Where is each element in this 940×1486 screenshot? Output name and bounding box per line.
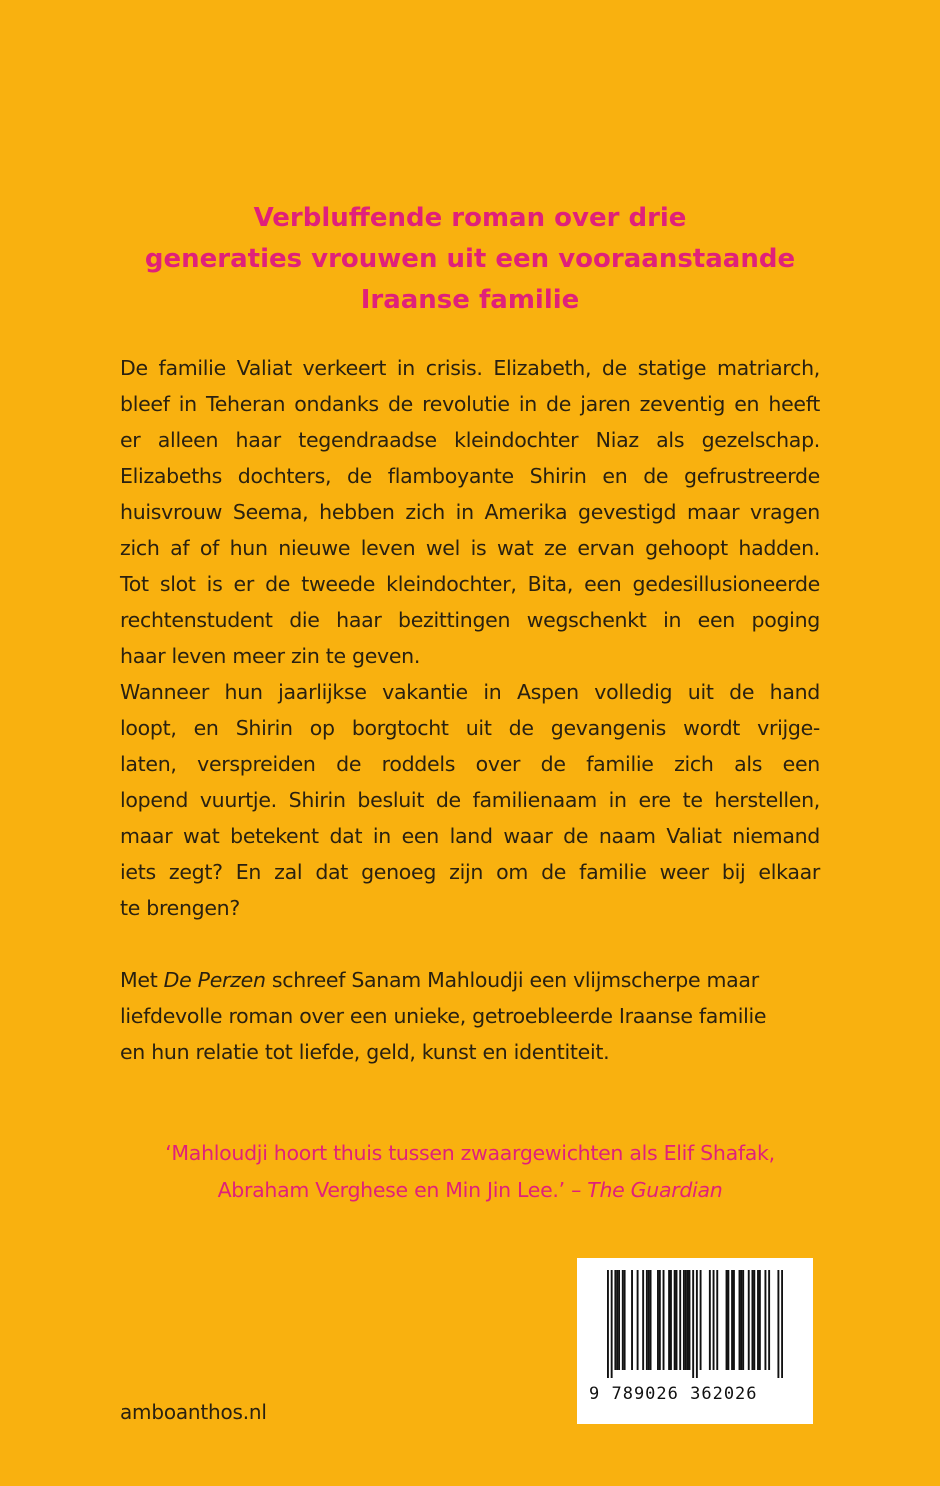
publisher-website: amboanthos.nl [120, 1400, 267, 1424]
blurb-line: De familie Valiat verkeert in crisis. Elizabeth, de statige matriarch, [120, 356, 820, 380]
quote-source: The Guardian [587, 1178, 723, 1202]
barcode-bar [768, 1270, 770, 1370]
blurb-line: zich af of hun nieuwe leven wel is wat ze ervan gehoopt hadden. [120, 536, 820, 560]
blurb-paragraph-1 [120, 350, 820, 674]
blurb-paragraph-2 [120, 674, 820, 926]
barcode-bar [650, 1270, 652, 1370]
text-run: Met [120, 968, 164, 992]
barcode-bar [727, 1270, 729, 1370]
barcode-bar [692, 1270, 694, 1378]
blurb-line: iets zegt? En zal dat genoeg zijn om de familie weer bij elkaar [120, 860, 820, 884]
barcode-bar [622, 1270, 624, 1370]
blurb-line: Elizabeths dochters, de flamboyante Shirin en de gefrustreerde [120, 464, 820, 488]
paragraph-gap [120, 926, 820, 962]
barcode-bar [668, 1270, 670, 1370]
blurb-body [120, 350, 820, 1070]
barcode-bar [679, 1270, 681, 1370]
barcode-bar [700, 1270, 702, 1370]
blurb-line: Wanneer hun jaarlijkse vakantie in Aspen volledig uit de hand [120, 680, 820, 704]
barcode-bar [742, 1270, 744, 1370]
barcode-bar [739, 1270, 741, 1370]
barcode [577, 1258, 813, 1424]
headline-line: Verbluffende roman over drie [253, 203, 687, 233]
blurb-line: laten, verspreiden de roddels over de familie zich als een [120, 752, 820, 776]
quote-text: Abraham Verghese en Min Jin Lee.’ – [217, 1178, 588, 1202]
barcode-bar [637, 1270, 639, 1370]
barcode-bar [764, 1270, 766, 1370]
barcode-bar [753, 1270, 755, 1370]
barcode-bar [670, 1270, 672, 1370]
blurb-line: loopt, en Shirin op borgtocht uit de gevangenis wordt vrijge- [120, 716, 820, 740]
press-quote [60, 1135, 880, 1209]
barcode-bar [624, 1270, 626, 1370]
barcode-bar [648, 1270, 650, 1370]
headline-line: Iraanse familie [360, 285, 580, 315]
barcode-bar [631, 1270, 633, 1370]
barcode-bar [685, 1270, 687, 1370]
barcode-bar [659, 1270, 661, 1370]
barcode-bar [781, 1270, 783, 1378]
barcode-bar [726, 1270, 728, 1370]
barcode-bar [733, 1270, 735, 1370]
headline-line: generaties vrouwen uit een vooraanstaande [144, 244, 796, 274]
blurb-line: liefdevolle roman over een unieke, getroebleerde Iraanse familie [120, 1004, 767, 1028]
barcode-bar [683, 1270, 685, 1370]
barcode-bar [618, 1270, 620, 1370]
barcode-bar [663, 1270, 665, 1370]
barcode-bar [689, 1270, 691, 1370]
book-title: De Perzen [163, 968, 266, 992]
barcode-bar [716, 1270, 718, 1370]
blurb-line: te brengen? [120, 896, 240, 920]
barcode-bar [611, 1270, 613, 1378]
blurb-line [120, 962, 820, 998]
barcode-bar [731, 1270, 733, 1370]
barcode-bar [657, 1270, 659, 1370]
barcode-bar [757, 1270, 759, 1370]
barcode-bar [752, 1270, 754, 1370]
barcode-bars [607, 1270, 783, 1378]
text-run: schreef Sanam Mahloudji een vlijmscherpe maar [265, 968, 759, 992]
barcode-bar [646, 1270, 648, 1370]
blurb-line: rechtenstudent die haar bezittingen wegschenkt in een poging [120, 608, 820, 632]
blurb-line: haar leven meer zin te geven. [120, 644, 421, 668]
blurb-line: bleef in Teheran ondanks de revolutie in de jaren zeventig en heeft [120, 392, 820, 416]
blurb-paragraph-3 [120, 962, 820, 1070]
barcode-bar [614, 1270, 616, 1370]
barcode-bar [759, 1270, 761, 1370]
blurb-line: Tot slot is er de tweede kleindochter, Bita, een gedesillusioneerde [120, 572, 820, 596]
barcode-bar [642, 1270, 644, 1370]
barcode-bar [713, 1270, 715, 1370]
back-cover-headline [60, 198, 880, 321]
barcode-bar [748, 1270, 750, 1370]
barcode-digits: 9 789026 362026 [589, 1384, 758, 1404]
barcode-bar [709, 1270, 711, 1370]
barcode-bar [740, 1270, 742, 1370]
blurb-line: er alleen haar tegendraadse kleindochter Niaz als gezelschap. [120, 428, 820, 452]
blurb-line: lopend vuurtje. Shirin besluit de familienaam in ere te herstellen, [120, 788, 820, 812]
barcode-bar [616, 1270, 618, 1370]
blurb-line: maar wat betekent dat in een land waar de naam Valiat niemand [120, 824, 820, 848]
barcode-bar [676, 1270, 678, 1370]
quote-line: ‘Mahloudji hoort thuis tussen zwaargewichten als Elif Shafak, [165, 1141, 775, 1165]
barcode-bar [607, 1270, 609, 1378]
blurb-line: huisvrouw Seema, hebben zich in Amerika gevestigd maar vragen [120, 500, 820, 524]
blurb-line: en hun relatie tot liefde, geld, kunst en identiteit. [120, 1040, 610, 1064]
barcode-bar [696, 1270, 698, 1378]
barcode-bar [674, 1270, 676, 1370]
barcode-bar [777, 1270, 779, 1378]
barcode-bar [687, 1270, 689, 1370]
quote-line [60, 1172, 880, 1209]
